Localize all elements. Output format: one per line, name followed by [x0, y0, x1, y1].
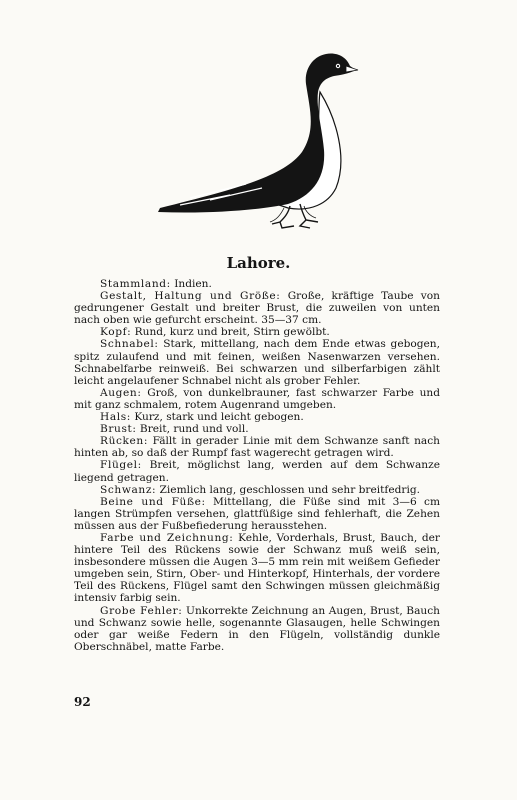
entry-text: Kurz, stark und leicht gebogen.: [134, 411, 304, 424]
entry-label: Grobe Fehler:: [100, 604, 183, 617]
entry-schwanz: [74, 484, 440, 496]
entry-label: Schwanz:: [100, 483, 157, 496]
entry-label: Beine und Füße:: [100, 495, 206, 508]
entry-label: Rücken:: [100, 435, 149, 448]
entry-text: Kehle, Vorderhals, Brust, Bauch, der hintere Teil des Rückens sowie der Schwanz muß weiß sein, insbesondere müssen die Augen 3—5 mm rein mit weißem Gefieder umgeben sein, Stirn, Ober- und Hinterkopf, Hinterhals, der vordere Teil des Rückens, Flügel samt den Schwingen müssen gleichmäßig intensiv farbig sein.: [74, 531, 440, 605]
pigeon-illustration: [150, 48, 360, 234]
entry-label: Hals:: [100, 411, 131, 424]
entry-farbe: [74, 532, 440, 605]
entry-label: Gestalt, Haltung und Größe:: [100, 290, 281, 303]
breed-description: [74, 278, 440, 653]
entry-text: Indien.: [174, 278, 212, 290]
entry-text: Fällt in gerader Linie mit dem Schwanze sanft nach hinten ab, so daß der Rumpf fast wagerecht getragen wird.: [74, 435, 440, 460]
entry-stammland: [74, 278, 440, 290]
entry-augen: [74, 387, 440, 411]
entry-label: Schnabel:: [100, 338, 159, 351]
entry-text: Mittellang, die Füße sind mit 3—6 cm langen Strümpfen versehen, glattfüßige sind fehlerhaft, die Zehen müssen aus der Fußbefiederung herausstehen.: [74, 495, 440, 532]
entry-hals: [74, 411, 440, 423]
entry-text: Unkorrekte Zeichnung an Augen, Brust, Bauch und Schwanz sowie helle, sogenannte Glasaugen, helle Schwingen oder gar weiße Federn in den Flügeln, vollständig dunkle Oberschnäbel, matte Farbe.: [74, 604, 440, 653]
pigeon-beak: [346, 66, 358, 72]
entry-brust: [74, 423, 440, 435]
entry-label: Brust:: [100, 423, 137, 436]
entry-text: Ziemlich lang, geschlossen und sehr breitfedrig.: [159, 483, 420, 496]
entry-label: Stammland:: [100, 278, 171, 290]
entry-label: Augen:: [100, 386, 142, 399]
entry-text: Breit, möglichst lang, werden auf dem Schwanze liegend getragen.: [74, 459, 440, 484]
breed-title: Lahore.: [226, 254, 291, 272]
entry-label: Flügel:: [100, 459, 142, 472]
entry-text: Rund, kurz und breit, Stirn gewölbt.: [134, 326, 330, 339]
entry-gestalt: [74, 290, 440, 326]
entry-text: Groß, von dunkelbrauner, fast schwarzer Farbe und mit ganz schmalem, rotem Augenrand umgeben.: [74, 386, 440, 411]
entry-fluegel: [74, 459, 440, 483]
entry-kopf: [74, 326, 440, 338]
entry-text: Breit, rund und voll.: [139, 423, 249, 436]
page-number: 92: [74, 695, 91, 709]
entry-label: Farbe und Zeichnung:: [100, 531, 234, 544]
entry-label: Kopf:: [100, 326, 132, 339]
entry-text: Stark, mittellang, nach dem Ende etwas gebogen, spitz zulaufend und mit feinen, weißen Nasenwarzen versehen. Schnabelfarbe reinweiß. Bei schwarzen und silberfarbigen zählt leicht angelaufener Schnabel nicht als grober Fehler.: [74, 338, 440, 387]
entry-ruecken: [74, 435, 440, 459]
entry-text: Große, kräftige Taube von gedrungener Gestalt und breiter Brust, die zuweilen von unten nach oben wie gefurcht erscheint. 35—37 cm.: [74, 290, 440, 327]
entry-beine: [74, 496, 440, 532]
entry-schnabel: [74, 338, 440, 386]
entry-fehler: [74, 605, 440, 653]
